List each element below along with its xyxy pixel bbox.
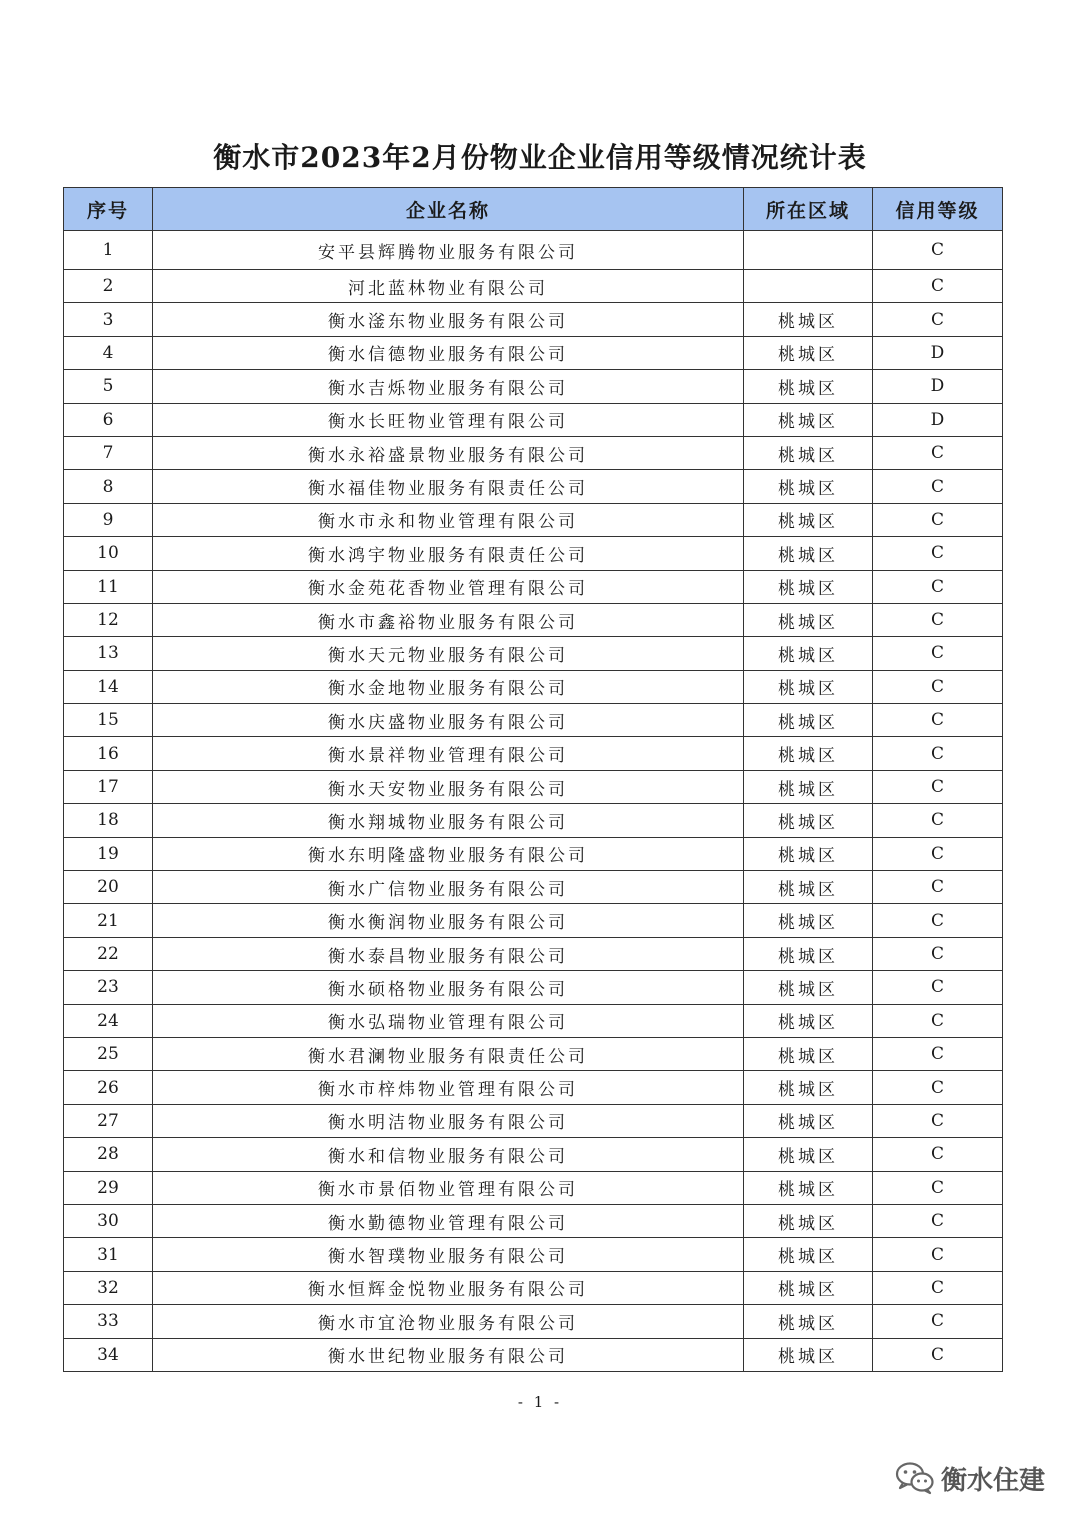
- cell-no: 7: [64, 436, 153, 469]
- cell-region: 桃城区: [744, 503, 873, 536]
- cell-company-name: 衡水弘瑞物业管理有限公司: [153, 1004, 744, 1037]
- table-row: [64, 503, 1003, 536]
- table-row: [64, 871, 1003, 904]
- table-row: [64, 1271, 1003, 1304]
- cell-credit-grade: C: [873, 737, 1003, 770]
- cell-no: 34: [64, 1338, 153, 1371]
- cell-region: 桃城区: [744, 737, 873, 770]
- table-row: [64, 1037, 1003, 1070]
- cell-company-name: 衡水翔城物业服务有限公司: [153, 804, 744, 837]
- cell-company-name: 衡水君澜物业服务有限责任公司: [153, 1037, 744, 1070]
- cell-credit-grade: C: [873, 1004, 1003, 1037]
- cell-no: 29: [64, 1171, 153, 1204]
- cell-credit-grade: C: [873, 270, 1003, 303]
- cell-company-name: 衡水长旺物业管理有限公司: [153, 403, 744, 436]
- cell-company-name: 衡水和信物业服务有限公司: [153, 1138, 744, 1171]
- cell-no: 27: [64, 1104, 153, 1137]
- cell-region: 桃城区: [744, 436, 873, 469]
- cell-company-name: 衡水恒辉金悦物业服务有限公司: [153, 1271, 744, 1304]
- table-row: [64, 1238, 1003, 1271]
- cell-credit-grade: C: [873, 231, 1003, 270]
- table-row: [64, 937, 1003, 970]
- table-row: [64, 470, 1003, 503]
- cell-company-name: 衡水硕格物业服务有限公司: [153, 971, 744, 1004]
- cell-credit-grade: D: [873, 403, 1003, 436]
- cell-region: 桃城区: [744, 804, 873, 837]
- cell-no: 6: [64, 403, 153, 436]
- table-row: [64, 1338, 1003, 1371]
- cell-region: 桃城区: [744, 470, 873, 503]
- table-row: [64, 1305, 1003, 1338]
- watermark-text: 衡水住建: [941, 1465, 1046, 1496]
- cell-company-name: 衡水天安物业服务有限公司: [153, 770, 744, 803]
- cell-credit-grade: C: [873, 1138, 1003, 1171]
- cell-company-name: 衡水吉烁物业服务有限公司: [153, 370, 744, 403]
- cell-credit-grade: C: [873, 603, 1003, 636]
- cell-company-name: 衡水衡润物业服务有限公司: [153, 904, 744, 937]
- table-row: [64, 704, 1003, 737]
- cell-no: 19: [64, 837, 153, 870]
- cell-no: 3: [64, 303, 153, 336]
- cell-credit-grade: C: [873, 1071, 1003, 1104]
- cell-no: 10: [64, 537, 153, 570]
- cell-credit-grade: C: [873, 1238, 1003, 1271]
- cell-no: 33: [64, 1305, 153, 1338]
- cell-region: 桃城区: [744, 336, 873, 369]
- cell-region: 桃城区: [744, 370, 873, 403]
- cell-region: 桃城区: [744, 537, 873, 570]
- cell-region: 桃城区: [744, 904, 873, 937]
- cell-no: 4: [64, 336, 153, 369]
- table-row: [64, 670, 1003, 703]
- cell-no: 13: [64, 637, 153, 670]
- cell-region: 桃城区: [744, 403, 873, 436]
- header-no: 序号: [64, 188, 153, 231]
- cell-credit-grade: C: [873, 637, 1003, 670]
- credit-rating-table: [63, 187, 1003, 1372]
- cell-company-name: 衡水世纪物业服务有限公司: [153, 1338, 744, 1371]
- cell-no: 17: [64, 770, 153, 803]
- cell-company-name: 衡水泰昌物业服务有限公司: [153, 937, 744, 970]
- cell-company-name: 衡水天元物业服务有限公司: [153, 637, 744, 670]
- cell-company-name: 安平县辉腾物业服务有限公司: [153, 231, 744, 270]
- cell-company-name: 衡水信德物业服务有限公司: [153, 336, 744, 369]
- cell-no: 30: [64, 1204, 153, 1237]
- cell-no: 24: [64, 1004, 153, 1037]
- table-row: [64, 770, 1003, 803]
- cell-company-name: 衡水广信物业服务有限公司: [153, 871, 744, 904]
- table-row: [64, 270, 1003, 303]
- cell-credit-grade: C: [873, 1271, 1003, 1304]
- table-row: [64, 971, 1003, 1004]
- cell-no: 14: [64, 670, 153, 703]
- cell-credit-grade: C: [873, 937, 1003, 970]
- cell-region: 桃城区: [744, 1204, 873, 1237]
- cell-no: 23: [64, 971, 153, 1004]
- table-row: [64, 637, 1003, 670]
- cell-no: 20: [64, 871, 153, 904]
- cell-no: 15: [64, 704, 153, 737]
- cell-company-name: 衡水福佳物业服务有限责任公司: [153, 470, 744, 503]
- cell-region: 桃城区: [744, 1004, 873, 1037]
- cell-region: 桃城区: [744, 1171, 873, 1204]
- table-body: [64, 231, 1003, 1372]
- cell-company-name: 衡水市景佰物业管理有限公司: [153, 1171, 744, 1204]
- cell-no: 2: [64, 270, 153, 303]
- table-row: [64, 1138, 1003, 1171]
- cell-credit-grade: C: [873, 670, 1003, 703]
- cell-credit-grade: C: [873, 503, 1003, 536]
- cell-region: 桃城区: [744, 837, 873, 870]
- cell-company-name: 衡水永裕盛景物业服务有限公司: [153, 436, 744, 469]
- table-row: [64, 231, 1003, 270]
- cell-region: 桃城区: [744, 1238, 873, 1271]
- cell-company-name: 衡水金地物业服务有限公司: [153, 670, 744, 703]
- cell-region: 桃城区: [744, 1071, 873, 1104]
- cell-region: 桃城区: [744, 871, 873, 904]
- table-row: [64, 336, 1003, 369]
- table-row: [64, 1104, 1003, 1137]
- cell-region: 桃城区: [744, 770, 873, 803]
- cell-company-name: 衡水智璞物业服务有限公司: [153, 1238, 744, 1271]
- table-row: [64, 837, 1003, 870]
- table-row: [64, 1004, 1003, 1037]
- cell-no: 16: [64, 737, 153, 770]
- table-row: [64, 303, 1003, 336]
- cell-company-name: 衡水明洁物业服务有限公司: [153, 1104, 744, 1137]
- cell-region: [744, 270, 873, 303]
- cell-credit-grade: C: [873, 837, 1003, 870]
- cell-no: 5: [64, 370, 153, 403]
- table-row: [64, 1071, 1003, 1104]
- cell-region: 桃城区: [744, 303, 873, 336]
- watermark: [895, 1458, 1045, 1498]
- cell-company-name: 衡水勤德物业管理有限公司: [153, 1204, 744, 1237]
- cell-credit-grade: C: [873, 770, 1003, 803]
- cell-region: [744, 231, 873, 270]
- page-title: 衡水市2023年2月份物业企业信用等级情况统计表: [213, 141, 867, 174]
- cell-no: 11: [64, 570, 153, 603]
- cell-company-name: 衡水滏东物业服务有限公司: [153, 303, 744, 336]
- cell-credit-grade: C: [873, 871, 1003, 904]
- cell-company-name: 衡水市梓炜物业管理有限公司: [153, 1071, 744, 1104]
- cell-no: 21: [64, 904, 153, 937]
- cell-region: 桃城区: [744, 1104, 873, 1137]
- table-row: [64, 1171, 1003, 1204]
- cell-credit-grade: C: [873, 470, 1003, 503]
- cell-region: 桃城区: [744, 1305, 873, 1338]
- cell-credit-grade: C: [873, 1305, 1003, 1338]
- cell-no: 32: [64, 1271, 153, 1304]
- cell-region: 桃城区: [744, 670, 873, 703]
- header-row: [64, 188, 1003, 231]
- table-row: [64, 370, 1003, 403]
- cell-credit-grade: C: [873, 704, 1003, 737]
- cell-no: 25: [64, 1037, 153, 1070]
- cell-credit-grade: C: [873, 1037, 1003, 1070]
- table-row: [64, 1204, 1003, 1237]
- cell-company-name: 衡水市永和物业管理有限公司: [153, 503, 744, 536]
- cell-region: 桃城区: [744, 937, 873, 970]
- header-name: 企业名称: [153, 188, 744, 231]
- table-row: [64, 403, 1003, 436]
- cell-region: 桃城区: [744, 570, 873, 603]
- table-row: [64, 603, 1003, 636]
- cell-company-name: 衡水金苑花香物业管理有限公司: [153, 570, 744, 603]
- cell-region: 桃城区: [744, 637, 873, 670]
- cell-company-name: 衡水东明隆盛物业服务有限公司: [153, 837, 744, 870]
- cell-company-name: 河北蓝林物业有限公司: [153, 270, 744, 303]
- table-row: [64, 570, 1003, 603]
- page-number: - 1 -: [517, 1393, 563, 1411]
- cell-no: 26: [64, 1071, 153, 1104]
- cell-credit-grade: C: [873, 436, 1003, 469]
- cell-credit-grade: C: [873, 904, 1003, 937]
- cell-credit-grade: D: [873, 336, 1003, 369]
- table-row: [64, 436, 1003, 469]
- cell-company-name: 衡水庆盛物业服务有限公司: [153, 704, 744, 737]
- cell-region: 桃城区: [744, 603, 873, 636]
- cell-credit-grade: C: [873, 1338, 1003, 1371]
- cell-company-name: 衡水鸿宇物业服务有限责任公司: [153, 537, 744, 570]
- table-row: [64, 804, 1003, 837]
- header-grade: 信用等级: [873, 188, 1003, 231]
- cell-company-name: 衡水市宜沧物业服务有限公司: [153, 1305, 744, 1338]
- cell-no: 9: [64, 503, 153, 536]
- cell-credit-grade: C: [873, 1104, 1003, 1137]
- cell-credit-grade: C: [873, 804, 1003, 837]
- cell-no: 18: [64, 804, 153, 837]
- cell-no: 22: [64, 937, 153, 970]
- table-row: [64, 904, 1003, 937]
- table-header: [64, 188, 1003, 231]
- cell-credit-grade: C: [873, 537, 1003, 570]
- cell-credit-grade: C: [873, 1171, 1003, 1204]
- cell-credit-grade: C: [873, 971, 1003, 1004]
- cell-region: 桃城区: [744, 1138, 873, 1171]
- cell-no: 8: [64, 470, 153, 503]
- cell-credit-grade: D: [873, 370, 1003, 403]
- header-region: 所在区域: [744, 188, 873, 231]
- cell-no: 12: [64, 603, 153, 636]
- table-row: [64, 537, 1003, 570]
- cell-no: 28: [64, 1138, 153, 1171]
- wechat-icon: [895, 1461, 935, 1495]
- table-row: [64, 737, 1003, 770]
- cell-company-name: 衡水景祥物业管理有限公司: [153, 737, 744, 770]
- cell-region: 桃城区: [744, 971, 873, 1004]
- cell-no: 31: [64, 1238, 153, 1271]
- cell-credit-grade: C: [873, 1204, 1003, 1237]
- cell-region: 桃城区: [744, 1037, 873, 1070]
- cell-credit-grade: C: [873, 303, 1003, 336]
- cell-company-name: 衡水市鑫裕物业服务有限公司: [153, 603, 744, 636]
- cell-region: 桃城区: [744, 704, 873, 737]
- cell-credit-grade: C: [873, 570, 1003, 603]
- cell-region: 桃城区: [744, 1338, 873, 1371]
- cell-region: 桃城区: [744, 1271, 873, 1304]
- cell-no: 1: [64, 231, 153, 270]
